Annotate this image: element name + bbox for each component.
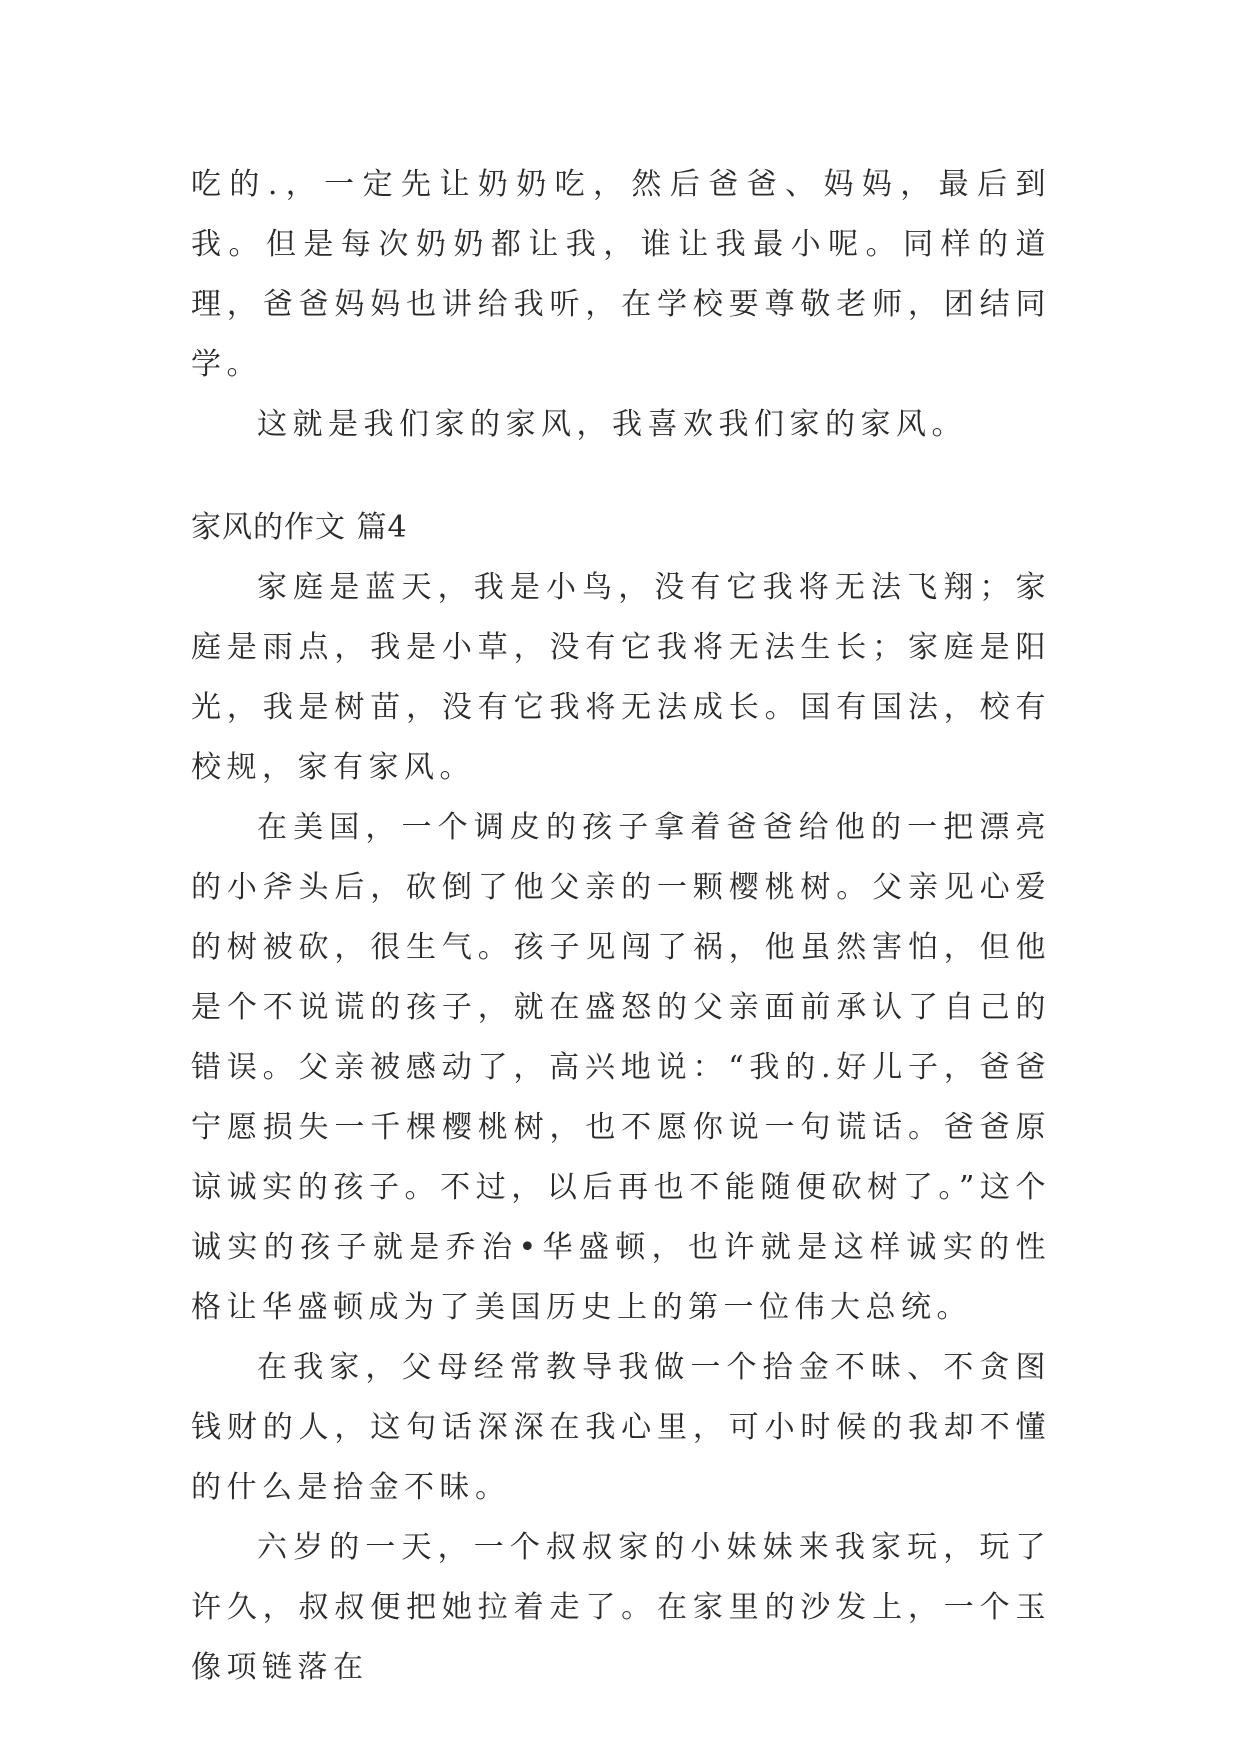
paragraph-4: 在美国，一个调皮的孩子拿着爸爸给他的一把漂亮的小斧头后，砍倒了他父亲的一颗樱桃树。父亲见心爱的树被砍，很生气。孩子见闯了祸，他虽然害怕，但他是个不说谎的孩子，就在盛怒的父亲面前承认了自己的错误。父亲被感动了，高兴地说：“我的.好儿子，爸爸宁愿损失一千棵樱桃树，也不愿你说一句谎话。爸爸原谅诚实的孩子。不过，以后再也不能随便砍树了。”这个诚实的孩子就是乔治•华盛顿，也许就是这样诚实的性格让华盛顿成为了美国历史上的第一位伟大总统。 (191, 810, 1051, 1325)
paragraph-5: 在我家，父母经常教导我做一个拾金不昧、不贪图钱财的人，这句话深深在我心里，可小时候的我却不懂的什么是拾金不昧。 (191, 1350, 1051, 1505)
paragraph-3: 家庭是蓝天，我是小鸟，没有它我将无法飞翔；家庭是雨点，我是小草，没有它我将无法生长；家庭是阳光，我是树苗，没有它我将无法成长。国有国法，校有校规，家有家风。 (191, 570, 1051, 785)
section-spacer (191, 455, 1051, 498)
paragraph-6: 六岁的一天，一个叔叔家的小妹妹来我家玩，玩了许久，叔叔便把她拉着走了。在家里的沙发上，一个玉像项链落在 (191, 1530, 1051, 1685)
paragraph-1: 吃的.，一定先让奶奶吃，然后爸爸、妈妈，最后到我。但是每次奶奶都让我，谁让我最小呢。同样的道理，爸爸妈妈也讲给我听，在学校要尊敬老师，团结同学。 (191, 167, 1051, 382)
paragraph-2: 这就是我们家的家风，我喜欢我们家的家风。 (257, 407, 967, 442)
document-body (191, 155, 1051, 1698)
section-heading: 家风的作文 篇4 (191, 510, 408, 545)
